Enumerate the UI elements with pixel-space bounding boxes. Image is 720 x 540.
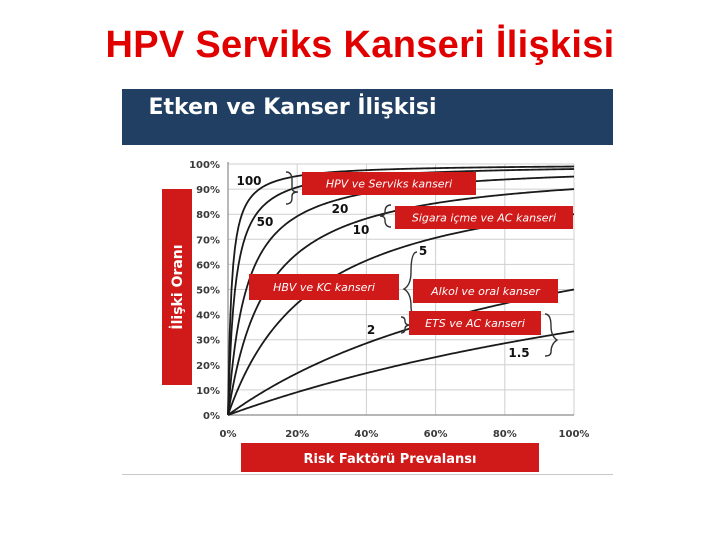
curve-label: 5 — [418, 244, 428, 258]
y-tick-label: 30% — [196, 335, 220, 347]
x-tick-label: 40% — [354, 429, 379, 440]
x-axis-ticks — [220, 429, 590, 440]
annotation-label: Sigara içme ve AC kanseri — [411, 211, 557, 225]
y-tick-label: 0% — [203, 411, 220, 422]
annotation-label: ETS ve AC kanseri — [425, 317, 525, 330]
annotation-label: Alkol ve oral kanser — [431, 285, 540, 298]
curve-label: 100 — [236, 174, 262, 188]
slide-title: HPV Serviks Kanseri İlişkisi — [105, 24, 615, 66]
annotation-label: HBV ve KC kanseri — [273, 281, 375, 294]
y-tick-label: 20% — [196, 360, 220, 372]
y-tick-label: 10% — [196, 385, 220, 397]
annotation-bracket — [380, 205, 391, 227]
y-tick-label: 90% — [196, 185, 220, 197]
y-axis-ticks — [189, 160, 220, 422]
curve-label: 10 — [352, 223, 370, 237]
annotation-label: HPV ve Serviks kanseri — [325, 177, 453, 191]
x-tick-label: 20% — [285, 429, 310, 440]
curve-label: 50 — [256, 215, 274, 229]
y-tick-label: 50% — [196, 285, 220, 297]
panel-bottom-rule — [122, 474, 613, 475]
curve-label: 2 — [366, 323, 376, 337]
x-tick-label: 60% — [423, 429, 448, 440]
x-tick-label: 80% — [492, 429, 517, 440]
y-tick-label: 80% — [196, 210, 220, 222]
chart-panel-title: Etken ve Kanser İlişkisi — [148, 95, 437, 120]
x-tick-label: 100% — [558, 429, 590, 440]
y-tick-label: 100% — [189, 160, 220, 171]
y-tick-label: 70% — [196, 235, 220, 247]
y-tick-label: 40% — [196, 310, 220, 322]
curve-label: 20 — [331, 202, 349, 216]
y-axis-label: İlişki Oranı — [170, 244, 186, 330]
curve-label: 1.5 — [508, 346, 530, 360]
x-axis-label: Risk Faktörü Prevalansı — [303, 452, 477, 467]
curve-rr-1.5 — [228, 331, 574, 415]
y-tick-label: 60% — [196, 260, 220, 272]
x-tick-label: 0% — [219, 429, 237, 440]
